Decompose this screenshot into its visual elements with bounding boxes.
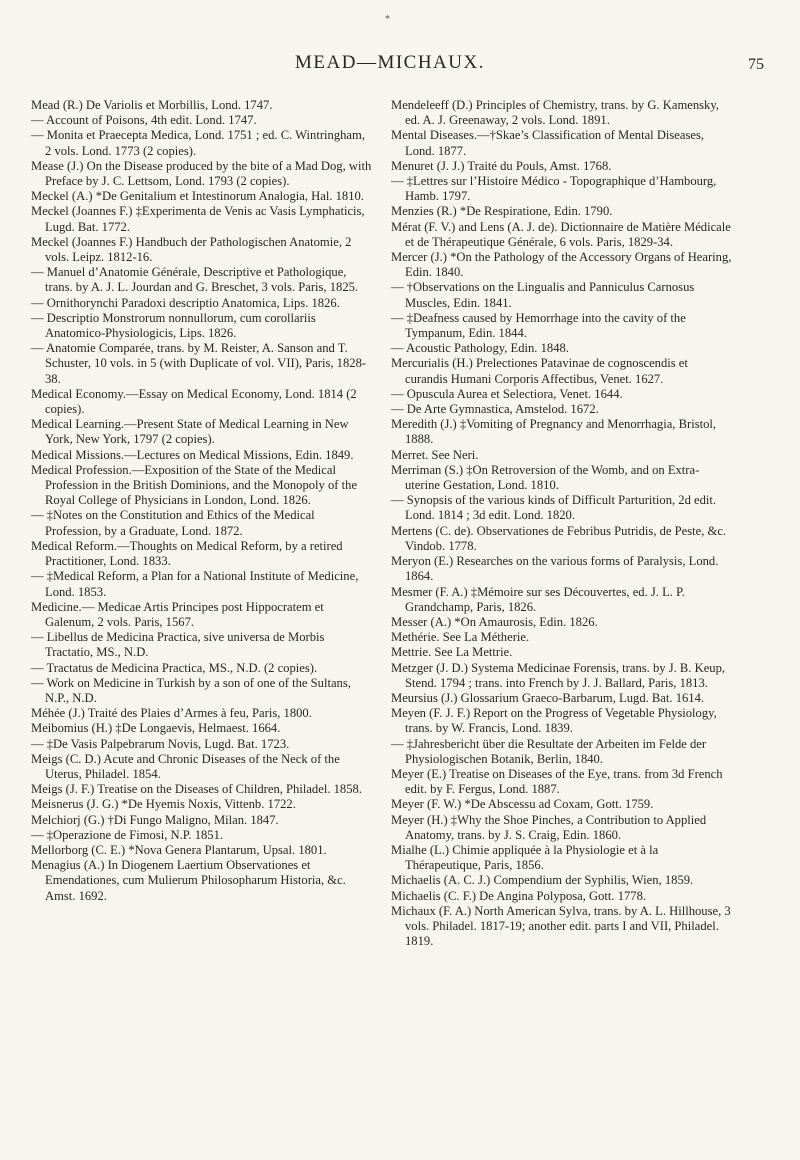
bibliography-entry: Meursius (J.) Glossarium Graeco-Barbarum, Lugd. Bat. 1614. xyxy=(391,690,705,705)
bibliography-entry: Mercurialis (H.) Prelectiones Patavinae de cognoscendis et curandis Humani Corporis Affectibus, Venet. 1627. xyxy=(391,356,688,386)
bibliography-entry: — ‡De Vasis Palpebrarum Novis, Lugd. Bat. 1723. xyxy=(31,736,290,751)
bibliography-entry: Meredith (J.) ‡Vomiting of Pregnancy and Menorrhagia, Bristol, 1888. xyxy=(391,417,717,447)
bibliography-entry: Michaelis (C. F.) De Angina Polyposa, Gott. 1778. xyxy=(391,888,647,903)
bibliography-entry: Meckel (Joannes F.) Handbuch der Pathologischen Anatomie, 2 vols. Leipz. 1812-16. xyxy=(31,234,352,265)
right-column xyxy=(391,98,733,949)
bibliography-entry: — Libellus de Medicina Practica, sive universa de Morbis Tractatio, MS., N.D. xyxy=(31,630,325,660)
bibliography-entry: — Account of Poisons, 4th edit. Lond. 1747. xyxy=(31,113,257,128)
bibliography-entry: Medical Missions.—Lectures on Medical Missions, Edin. 1849. xyxy=(31,447,354,462)
bibliography-entry: Meyen (F. J. F.) Report on the Progress of Vegetable Physiology, trans. by W. Francis, Lond. 1839. xyxy=(391,706,717,736)
bibliography-entry: Meckel (Joannes F.) ‡Experimenta de Venis ac Vasis Lymphaticis, Lugd. Bat. 1772. xyxy=(31,204,365,234)
bibliography-entry: Mertens (C. de). Observationes de Febribus Putridis, de Peste, &c. Vindob. 1778. xyxy=(391,523,727,553)
bibliography-entry: — ‡Notes on the Constitution and Ethics of the Medical Profession, by a Graduate, Lond. 1872. xyxy=(31,508,315,538)
bibliography-entry: Meyer (H.) ‡Why the Shoe Pinches, a Contribution to Applied Anatomy, trans. by J. S. Craig, Edin. 1860. xyxy=(391,812,707,842)
bibliography-entry: Mendeleeff (D.) Principles of Chemistry, trans. by G. Kamensky, ed. A. J. Greenaway, 2 vols. Lond. 1891. xyxy=(391,98,719,128)
bibliography-entry: Mental Diseases.—†Skae’s Classification of Mental Diseases, Lond. 1877. xyxy=(391,128,705,158)
bibliography-entry: Metzger (J. D.) Systema Medicinae Forensis, trans. by J. B. Keup, Stend. 1794 ; trans. into French by J. J. Ballard, Paris, 1813. xyxy=(391,660,726,690)
bibliography-entry: Medicine.— Medicae Artis Principes post Hippocratem et Galenum, 2 vols. Paris, 1567. xyxy=(31,599,324,629)
bibliography-entry: Medical Learning.—Present State of Medical Learning in New York, New York, 1797 (2 copies). xyxy=(31,417,349,447)
bibliography-entry: Mettrie. See La Mettrie. xyxy=(391,645,513,660)
bibliography-entry: Meyer (E.) Treatise on Diseases of the Eye, trans. from 3d French edit. by F. Fergus, Lond. 1887. xyxy=(391,766,723,797)
bibliography-entry: Michaux (F. A.) North American Sylva, trans. by A. L. Hillhouse, 3 vols. Philadel. 1817-19; another edit. parts I and VII, Philadel. 1819. xyxy=(391,903,731,949)
page-mark: * xyxy=(385,14,390,25)
bibliography-entry: Michaelis (A. C. J.) Compendium der Syphilis, Wien, 1859. xyxy=(391,873,694,888)
bibliography-entry: Mercer (J.) *On the Pathology of the Accessory Organs of Hearing, Edin. 1840. xyxy=(391,250,732,280)
bibliography-entry: Melchiorj (G.) †Di Fungo Maligno, Milan. 1847. xyxy=(31,812,279,827)
bibliography-entry: Meibomius (H.) ‡De Longaevis, Helmaest. 1664. xyxy=(31,721,281,736)
bibliography-entry: — Monita et Praecepta Medica, Lond. 1751 ; ed. C. Wintringham, 2 vols. Lond. 1773 (2 copies). xyxy=(31,128,365,158)
bibliography-entry: Medical Reform.—Thoughts on Medical Reform, by a retired Practitioner, Lond. 1833. xyxy=(31,538,343,569)
bibliography-entry: — Synopsis of the various kinds of Difficult Parturition, 2d edit. Lond. 1814 ; 3d edit. Lond. 1820. xyxy=(391,493,717,523)
left-column xyxy=(31,98,373,904)
bibliography-entry: Meryon (E.) Researches on the various forms of Paralysis, Lond. 1864. xyxy=(391,554,719,584)
bibliography-entry: Meyer (F. W.) *De Abscessu ad Coxam, Gott. 1759. xyxy=(391,797,654,812)
bibliography-entry: Meckel (A.) *De Genitalium et Intestinorum Analogia, Hal. 1810. xyxy=(31,189,364,204)
bibliography-entry: Merret. See Neri. xyxy=(391,447,479,462)
bibliography-entry: Méhée (J.) Traité des Plaies d’Armes à feu, Paris, 1800. xyxy=(31,706,312,721)
bibliography-entry: Methérie. See La Métherie. xyxy=(391,630,530,645)
bibliography-entry: — De Arte Gymnastica, Amstelod. 1672. xyxy=(391,402,599,417)
bibliography-entry: Mialhe (L.) Chimie appliquée à la Physiologie et à la Thérapeutique, Paris, 1856. xyxy=(391,842,659,873)
page-number: 75 xyxy=(748,56,764,73)
bibliography-entry: — Manuel d’Anatomie Générale, Descriptive et Pathologique, trans. by A. J. L. Jourdan and G. Breschet, 3 vols. Paris, 1825. xyxy=(31,265,359,295)
bibliography-entry: Mead (R.) De Variolis et Morbillis, Lond. 1747. xyxy=(31,98,273,112)
bibliography-entry: — ‡Operazione de Fimosi, N.P. 1851. xyxy=(31,827,224,842)
running-header: MEAD—MICHAUX. xyxy=(295,52,485,73)
bibliography-entry: — Ornithorynchi Paradoxi descriptio Anatomica, Lips. 1826. xyxy=(31,295,340,310)
bibliography-entry: Menagius (A.) In Diogenem Laertium Observationes et Emendationes, cum Mulierum Philosopharum Historia, &c. Amst. 1692. xyxy=(31,858,346,903)
bibliography-entry: — †Observations on the Lingualis and Panniculus Carnosus Muscles, Edin. 1841. xyxy=(391,280,695,310)
bibliography-entry: — Acoustic Pathology, Edin. 1848. xyxy=(391,341,569,356)
bibliography-entry: Menuret (J. J.) Traité du Pouls, Amst. 1768. xyxy=(391,158,612,173)
bibliography-entry: Mellorborg (C. E.) *Nova Genera Plantarum, Upsal. 1801. xyxy=(31,842,327,857)
bibliography-entry: — Work on Medicine in Turkish by a son of one of the Sultans, N.P., N.D. xyxy=(31,675,351,705)
bibliography-entry: Meigs (J. F.) Treatise on the Diseases of Children, Philadel. 1858. xyxy=(31,782,362,797)
bibliography-entry: — ‡Lettres sur l’Histoire Médico - Topographique d’Hambourg, Hamb. 1797. xyxy=(391,174,717,204)
bibliography-entry: Meigs (C. D.) Acute and Chronic Diseases of the Neck of the Uterus, Philadel. 1854. xyxy=(31,751,340,781)
bibliography-entry: Messer (A.) *On Amaurosis, Edin. 1826. xyxy=(391,614,598,629)
bibliography-entry: Medical Profession.—Exposition of the State of the Medical Profession in the British Dominions, and the Monopoly of the Royal College of Physicians in London, Lond. 1826. xyxy=(31,462,358,508)
bibliography-entry: — Opuscula Aurea et Selectiora, Venet. 1644. xyxy=(391,386,623,401)
bibliography-entry: Meisnerus (J. G.) *De Hyemis Noxis, Vittenb. 1722. xyxy=(31,797,296,812)
bibliography-entry: Mérat (F. V.) and Lens (A. J. de). Dictionnaire de Matière Médicale et de Thérapeutique Générale, 6 vols. Paris, 1829-34. xyxy=(391,219,731,249)
bibliography-entry: — Tractatus de Medicina Practica, MS., N.D. (2 copies). xyxy=(31,660,318,675)
bibliography-entry: — ‡Deafness caused by Hemorrhage into the cavity of the Tympanum, Edin. 1844. xyxy=(391,310,686,341)
bibliography-entry: — ‡Medical Reform, a Plan for a National Institute of Medicine, Lond. 1853. xyxy=(31,569,359,599)
bibliography-entry: Menzies (R.) *De Respiratione, Edin. 1790. xyxy=(391,204,613,219)
bibliography-entry: Mesmer (F. A.) ‡Mémoire sur ses Découvertes, ed. J. L. P. Grandchamp, Paris, 1826. xyxy=(391,584,685,614)
bibliography-entry: — Descriptio Monstrorum nonnullorum, cum corollariis Anatomico-Physiologicis, Lips. 1826. xyxy=(31,310,316,341)
bibliography-entry: Medical Economy.—Essay on Medical Economy, Lond. 1814 (2 copies). xyxy=(31,386,357,417)
bibliography-entry: Merriman (S.) ‡On Retroversion of the Womb, and on Extra-uterine Gestation, Lond. 1810. xyxy=(391,462,700,493)
bibliography-entry: — ‡Jahresbericht über die Resultate der Arbeiten im Felde der Physiologischen Botanik, Berlin, 1840. xyxy=(391,736,707,766)
bibliography-entry: Mease (J.) On the Disease produced by the bite of a Mad Dog, with Preface by J. C. Lettsom, Lond. 1793 (2 copies). xyxy=(31,158,372,189)
bibliography-entry: — Anatomie Comparée, trans. by M. Reister, A. Sanson and T. Schuster, 10 vols. in 5 (with Duplicate of vol. VII), Paris, 1828-38. xyxy=(31,341,367,386)
